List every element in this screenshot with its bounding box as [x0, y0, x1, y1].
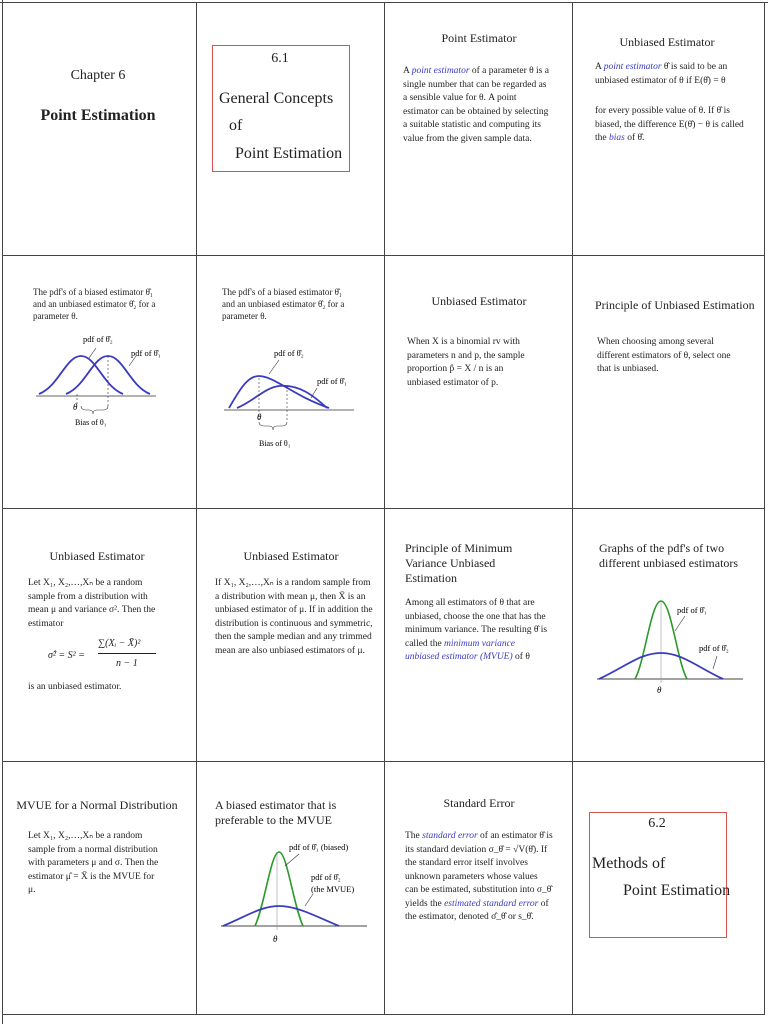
slide-caption: The pdf's of a biased estimator θ̂₁ and an unbiased estimator θ̂₂ for a parameter θ. — [33, 287, 156, 321]
slide-title: MVUE for a Normal Distribution — [16, 798, 178, 812]
label-pdf1: pdf of θ̂₁ — [677, 605, 707, 615]
slide-standard-error[interactable] — [385, 762, 573, 1015]
section-line-1: Methods of — [592, 855, 666, 872]
slide-title: A biased estimator that is preferable to the MVUE — [215, 798, 337, 827]
slide-biased-pdfs-2[interactable] — [197, 256, 385, 509]
theta-label: θ — [257, 412, 262, 422]
theta-label: θ — [273, 934, 278, 944]
theta-label: θ — [657, 685, 662, 695]
label-pdf1: pdf of θ̂₁ — [131, 348, 161, 358]
slide-title: Unbiased Estimator — [49, 549, 145, 563]
formula-bar — [98, 653, 156, 654]
theta-label: θ — [73, 402, 78, 412]
section-line-3: Point Estimation — [235, 145, 343, 162]
formula-denominator: n − 1 — [116, 658, 138, 669]
slide-title: Principle of Unbiased Estimation — [595, 298, 755, 312]
slide-title: Principle of Minimum Variance Unbiased Estimation — [405, 541, 513, 585]
slide-unbiased-binomial[interactable] — [385, 256, 573, 509]
slide-body: If X₁, X₂,…,Xₙ is a random sample from a distribution with mean μ, then X̄ is an unbiased estimator of μ. If in addition the distribution is continuous and symmetric, then the sample median and any trimmed mean are also unbiased estimators of μ. — [215, 578, 373, 656]
slide-title: Unbiased Estimator — [243, 549, 339, 563]
pdf-diagram — [595, 591, 745, 701]
slide-body: Let X₁, X₂,…,Xₙ be a random sample from a distribution with mean μ and variance σ². Then the estimator — [28, 578, 156, 629]
section-line-2: Point Estimation — [623, 882, 731, 899]
label-mvue-2: (the MVUE) — [311, 884, 355, 894]
pdf-diagram — [31, 326, 161, 436]
slide-unbiased-estimator-def[interactable] — [573, 3, 765, 256]
chapter-label: Chapter 6 — [70, 68, 126, 83]
section-number: 6.1 — [271, 51, 289, 66]
slide-body: When choosing among several different estimators of θ, select one that is unbiased. — [597, 337, 731, 374]
slide-section-6-1[interactable] — [197, 3, 385, 256]
bias-label: Bias of θ₁ — [259, 439, 291, 448]
slide-two-unbiased-pdfs[interactable] — [573, 509, 765, 762]
slide-body: A point estimator of a parameter θ is a single number that can be regarded as a sensible value for θ. A point estimator can be obtained by selecting a suitable statistic and computing its value from the given sample data. — [403, 66, 549, 144]
slide-title: Standard Error — [443, 796, 515, 810]
slide-biased-preferable[interactable] — [197, 762, 385, 1015]
label-pdf2: pdf of θ̂₂ — [274, 348, 304, 358]
label-pdf2: pdf of θ̂₂ — [83, 334, 113, 344]
slide-mvue-normal[interactable] — [3, 762, 197, 1015]
slide-chapter-title[interactable] — [3, 3, 197, 256]
formula-lhs: σ̂² = S² = — [48, 650, 85, 661]
slide-unbiased-mean[interactable] — [197, 509, 385, 762]
slide-body: Let X₁, X₂,…,Xₙ be a random sample from a normal distribution with parameters μ and σ. Then the estimator μ̂ = X̄ is the MVUE for μ. — [28, 831, 159, 895]
slide-mvue-principle[interactable] — [385, 509, 573, 762]
section-number: 6.2 — [648, 816, 666, 831]
slide-tail: is an unbiased estimator. — [28, 682, 122, 692]
slide-principle-unbiased[interactable] — [573, 256, 765, 509]
label-biased: pdf of θ̂₁ (biased) — [289, 842, 349, 852]
pdf-diagram — [219, 834, 369, 954]
slide-title: Point Estimator — [441, 31, 517, 45]
section-line-2: of — [229, 117, 243, 134]
slide-body: When X is a binomial rv with parameters n and p, the sample proportion p̂ = X / n is an unbiased estimator of p. — [407, 337, 525, 388]
slide-section-6-2[interactable] — [573, 762, 765, 1015]
slide-title: Unbiased Estimator — [431, 294, 527, 308]
slide-body-1: A point estimator θ̂ is said to be an unbiased estimator of θ if E(θ̂) = θ — [595, 62, 728, 86]
slide-title: Graphs of the pdf's of two different unbiased estimators — [599, 541, 739, 570]
slide-biased-pdfs-1[interactable] — [3, 256, 197, 509]
slide-body: Among all estimators of θ that are unbiased, choose the one that has the minimum variance. The resulting θ̂ is called the minimum variance unbiased estimator (MVUE) of θ — [405, 598, 548, 662]
chapter-title: Point Estimation — [40, 107, 156, 124]
slide-body: The standard error of an estimator θ̂ is its standard deviation σ_θ̂ = √V(θ̂). If the standard error itself involves unknown parameters whose values can be estimated, substitution into σ_θ̂ yields the estimated standard error of the estimator, denoted σ̂_θ̂ or s_θ̂. — [405, 831, 553, 922]
slide-body-2: for every possible value of θ. If θ̂ is biased, the difference E(θ̂) − θ is called the bias of θ̂. — [595, 106, 744, 143]
formula-numerator: ∑(Xᵢ − X̄)² — [98, 638, 141, 649]
slide-unbiased-variance[interactable] — [3, 509, 197, 762]
pdf-diagram — [219, 336, 359, 456]
slide-caption: The pdf's of a biased estimator θ̂₁ and an unbiased estimator θ̂₂ for a parameter θ. — [222, 287, 345, 321]
slide-title: Unbiased Estimator — [619, 35, 715, 49]
label-pdf1: pdf of θ̂₁ — [317, 376, 347, 386]
bias-label: Bias of θ₁ — [75, 418, 107, 427]
label-pdf2: pdf of θ̂₂ — [699, 643, 729, 653]
section-line-1: General Concepts — [219, 90, 334, 107]
label-mvue-1: pdf of θ̂₂ — [311, 872, 341, 882]
slide-point-estimator[interactable] — [385, 3, 573, 256]
